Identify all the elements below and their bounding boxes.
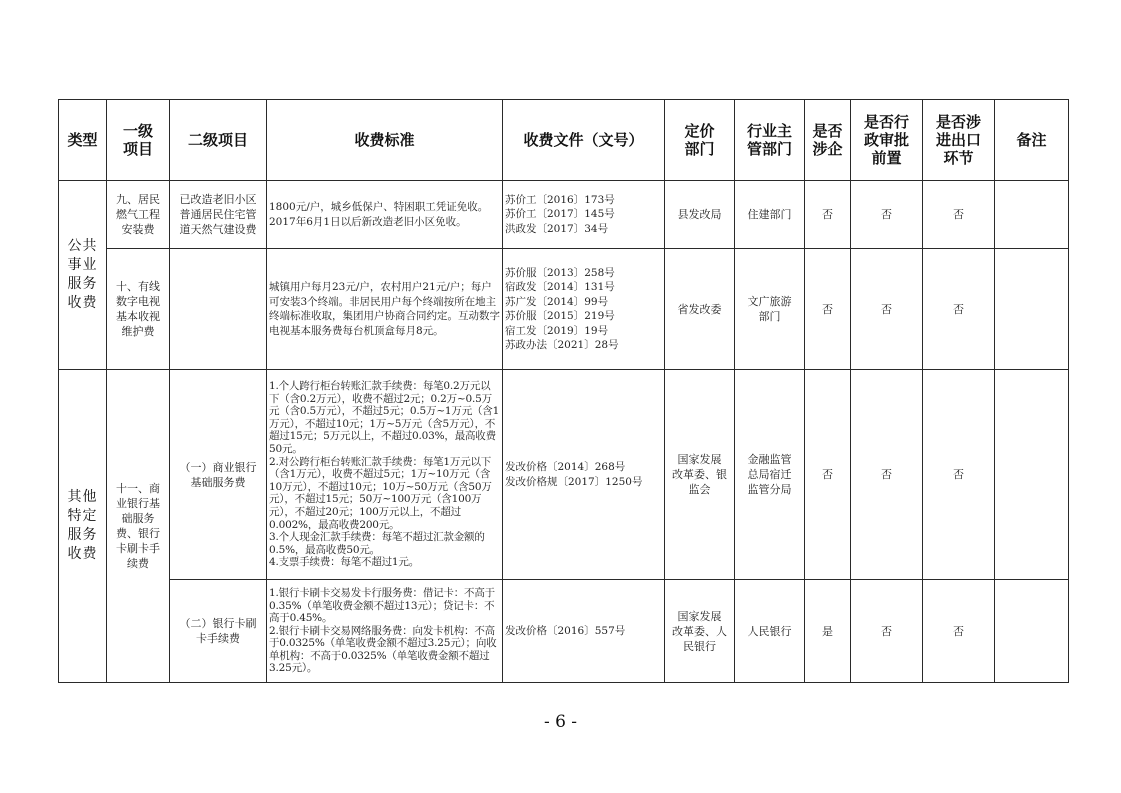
- enterprise-cell: 否: [805, 370, 851, 580]
- approval-cell: 否: [851, 249, 923, 370]
- approval-cell: 否: [851, 370, 923, 580]
- pricing-dept-cell: 省发改委: [665, 249, 735, 370]
- remarks-cell: [995, 249, 1069, 370]
- import-export-cell: 否: [923, 370, 995, 580]
- import-export-cell: 否: [923, 249, 995, 370]
- header-level1: 一级 项目: [107, 100, 170, 181]
- table-row: [59, 370, 1069, 580]
- level2-cell: 已改造老旧小区 普通居民住宅管 道天然气建设费: [170, 181, 267, 249]
- document-cell: 发改价格〔2016〕557号: [503, 580, 665, 683]
- header-standard: 收费标准: [267, 100, 503, 181]
- level2-cell: （一）商业银行 基础服务费: [170, 370, 267, 580]
- remarks-cell: [995, 181, 1069, 249]
- table-row: [59, 580, 1069, 683]
- standard-cell: 1800元/户，城乡低保户、特困职工凭证免收。2017年6月1日以后新改造老旧小区免收。: [267, 181, 503, 249]
- enterprise-cell: 是: [805, 580, 851, 683]
- pricing-dept-cell: 县发改局: [665, 181, 735, 249]
- standard-cell: 1.银行卡刷卡交易发卡行服务费：借记卡：不高于0.35%（单笔收费金额不超过13元）；贷记卡：不高于0.45%。 2.银行卡刷卡交易网络服务费：向发卡机构：不高于0.0325%（单笔收费金额不超过3.25元）；向收单机构：不高于0.0325%（单笔收费金额不超过3.25元）。: [267, 580, 503, 683]
- level1-cell: 十一、商 业银行基 础服务 费、银行 卡刷卡手 续费: [107, 370, 170, 683]
- document-cell: 苏价服〔2013〕258号 宿政发〔2014〕131号 苏广发〔2014〕99号 苏价服〔2015〕219号 宿工发〔2019〕19号 苏政办法〔2021〕28号: [503, 249, 665, 370]
- industry-dept-cell: 金融监管 总局宿迁 监管分局: [735, 370, 805, 580]
- import-export-cell: 否: [923, 580, 995, 683]
- header-import-export: 是否涉 进出口 环节: [923, 100, 995, 181]
- category-cell: 公共 事业 服务 收费: [59, 181, 107, 370]
- industry-dept-cell: 住建部门: [735, 181, 805, 249]
- industry-dept-cell: 文广旅游 部门: [735, 249, 805, 370]
- remarks-cell: [995, 370, 1069, 580]
- level2-cell: （二）银行卡刷 卡手续费: [170, 580, 267, 683]
- level1-cell: 九、居民 燃气工程 安装费: [107, 181, 170, 249]
- category-cell: 其他 特定 服务 收费: [59, 370, 107, 683]
- table-row: [59, 249, 1069, 370]
- remarks-cell: [995, 580, 1069, 683]
- document-cell: 苏价工〔2016〕173号 苏价工〔2017〕145号 洪政发〔2017〕34号: [503, 181, 665, 249]
- fee-table: [58, 99, 1069, 683]
- pricing-dept-cell: 国家发展 改革委、人 民银行: [665, 580, 735, 683]
- header-enterprise: 是否 涉企: [805, 100, 851, 181]
- header-approval: 是否行 政审批 前置: [851, 100, 923, 181]
- table-row: [59, 181, 1069, 249]
- enterprise-cell: 否: [805, 249, 851, 370]
- import-export-cell: 否: [923, 181, 995, 249]
- header-document: 收费文件（文号）: [503, 100, 665, 181]
- header-pricing-dept: 定价 部门: [665, 100, 735, 181]
- industry-dept-cell: 人民银行: [735, 580, 805, 683]
- document-cell: 发改价格〔2014〕268号 发改价格规〔2017〕1250号: [503, 370, 665, 580]
- level2-cell: [170, 249, 267, 370]
- approval-cell: 否: [851, 181, 923, 249]
- page-number: - 6 -: [543, 712, 578, 732]
- header-type: 类型: [59, 100, 107, 181]
- header-row: [59, 100, 1069, 181]
- header-remarks: 备注: [995, 100, 1069, 181]
- standard-cell: 1.个人跨行柜台转账汇款手续费：每笔0.2万元以下（含0.2万元），收费不超过2元；0.2万~0.5万元（含0.5万元），不超过5元；0.5万~1万元（含1万元），不超过10元；1万~5万元（含5万元），不超过15元；5万元以上，不超过0.03%，最高收费50元。 2.对公跨行柜台转账汇款手续费：每笔1万元以下（含1万元），收费不超过5元；1万~10万元（含10万元），不超过10元；10万~50万元（含50万元），不超过15元；50万~100万元（含100万元），不超过20元；100万元以上，不超过0.002%，最高收费200元。 3.个人现金汇款手续费：每笔不超过汇款金额的0.5%，最高收费50元。 4.支票手续费：每笔不超过1元。: [267, 370, 503, 580]
- header-industry-dept: 行业主 管部门: [735, 100, 805, 181]
- enterprise-cell: 否: [805, 181, 851, 249]
- level1-cell: 十、有线 数字电视 基本收视 维护费: [107, 249, 170, 370]
- pricing-dept-cell: 国家发展 改革委、银 监会: [665, 370, 735, 580]
- header-level2: 二级项目: [170, 100, 267, 181]
- standard-cell: 城镇用户每月23元/户，农村用户21元/户；每户可安装3个终端。非居民用户每个终端按所在地主终端标准收取，集团用户协商合同约定。互动数字电视基本服务费每台机顶盒每月8元。: [267, 249, 503, 370]
- approval-cell: 否: [851, 580, 923, 683]
